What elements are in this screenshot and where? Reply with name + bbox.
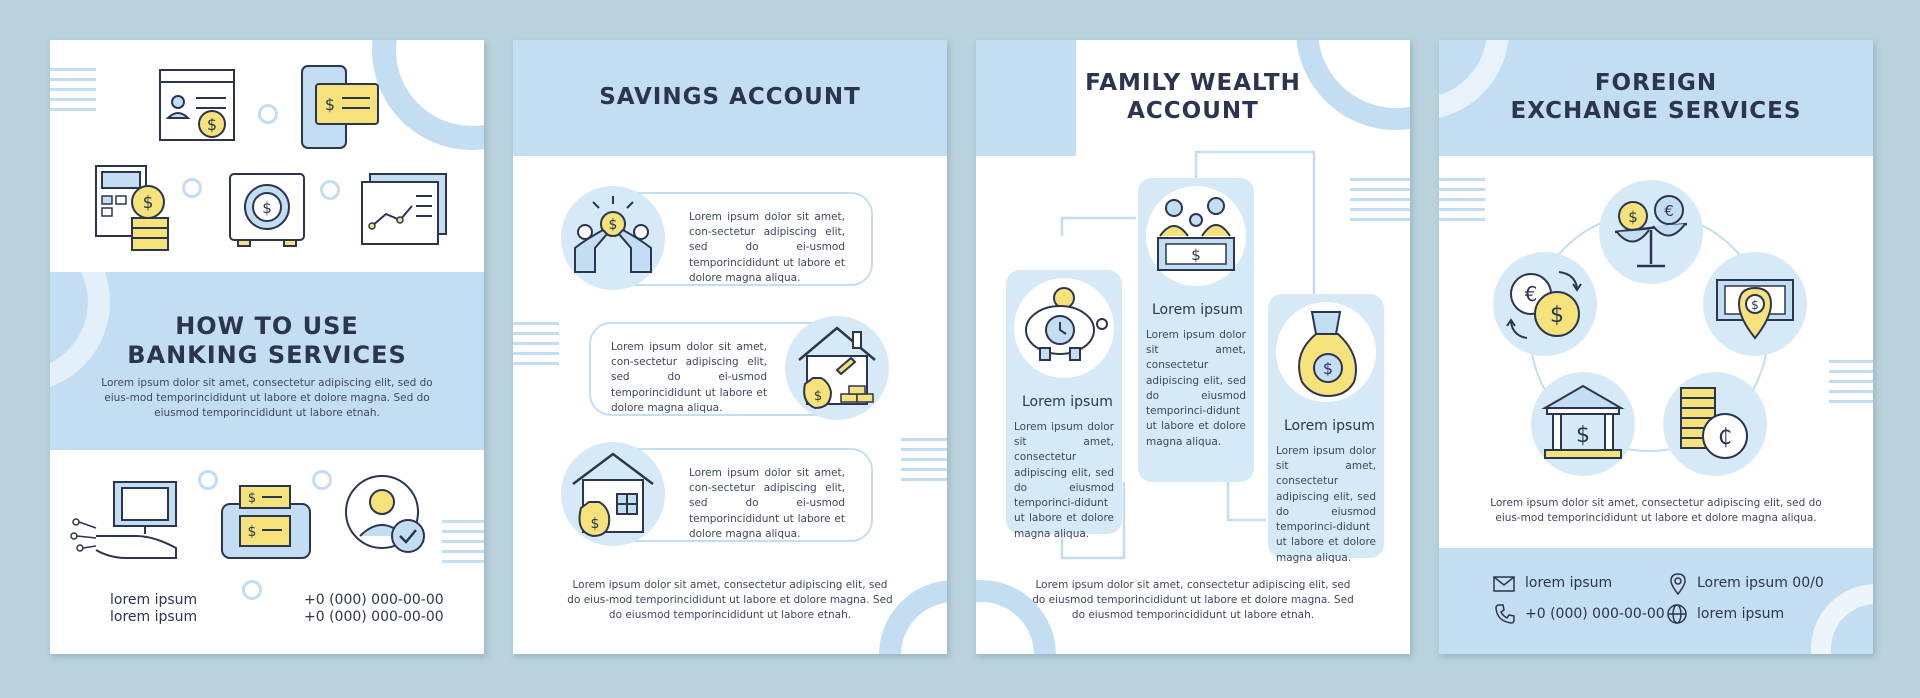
brochure-panel-family-wealth	[976, 40, 1410, 654]
address-text: Lorem ipsum 00/0	[1697, 575, 1824, 591]
svg-text:$: $	[608, 217, 618, 233]
pos-terminal-icon	[92, 162, 182, 254]
svg-text:$: $	[206, 115, 218, 134]
email-text: lorem ipsum	[1525, 575, 1613, 591]
svg-text:$: $	[1628, 208, 1638, 226]
decor-dot	[198, 470, 218, 490]
page-title	[1439, 70, 1873, 125]
house-savings-icon	[791, 322, 883, 414]
user-verified-icon	[342, 470, 438, 566]
svg-text:$: $	[142, 193, 154, 213]
hand-computer-icon	[66, 476, 186, 566]
piggy-bank-clock-icon	[1018, 284, 1110, 374]
brochure-panel-savings-account	[513, 40, 947, 654]
title-line: FOREIGN	[1594, 70, 1718, 96]
decor-dot	[312, 470, 332, 490]
item-text: Lorem ipsum dolor sit amet, con-sectetur adipiscing elit, sed do ei-usmod temporincididunt ut labore et dolore magna aliqua.	[611, 341, 767, 414]
svg-text:$: $	[1322, 359, 1334, 378]
svg-text:€: €	[1524, 282, 1538, 306]
location-pin-icon	[1669, 573, 1687, 595]
mail-icon	[1493, 576, 1515, 592]
column-text: Lorem ipsum dolor sit amet, consectetur adipiscing elit, sed do eiusmod temporinci-didunt ut labore et dolore magna aliqua.	[1014, 421, 1114, 540]
website-text: lorem ipsum	[1697, 606, 1785, 622]
decor-ring	[372, 40, 484, 150]
svg-text:$: $	[1576, 423, 1590, 448]
safe-vault-icon	[226, 170, 308, 250]
intro-text: Lorem ipsum dolor sit amet, consectetur adipiscing elit, sed do eius-mod temporincididunt ut labore et dolore magna. Sed do eiusmod temporincididunt ut labore etnah.	[101, 377, 433, 420]
svg-text:$: $	[262, 199, 272, 217]
brochure-panel-foreign-exchange	[1439, 40, 1873, 654]
svg-text:$: $	[1191, 246, 1201, 264]
title-line: BANKING SERVICES	[127, 340, 407, 369]
svg-text:$: $	[590, 516, 600, 532]
globe-icon	[1667, 604, 1687, 624]
decor-dot	[258, 104, 278, 124]
column-label: Lorem ipsum	[1152, 302, 1243, 318]
decor-stripes	[442, 520, 484, 570]
page-title: SAVINGS ACCOUNT	[599, 84, 861, 110]
footer-text: Lorem ipsum dolor sit amet, consectetur adipiscing elit, sed do eiusmod temporincididunt ut labore et dolore magna. Sed do eiusmod temporincididunt ut labore etnah.	[1032, 579, 1354, 622]
money-location-icon	[1709, 258, 1801, 350]
title-line: HOW TO USE	[175, 312, 359, 340]
svg-text:$: $	[1751, 298, 1759, 312]
title-line: ACCOUNT	[1127, 97, 1259, 124]
decor-stripes	[1350, 178, 1410, 228]
currency-scale-icon	[1605, 186, 1697, 278]
shared-money-icon	[569, 192, 657, 280]
decor-stripes	[901, 438, 947, 488]
money-bag-hand-icon	[1282, 306, 1372, 398]
phone-number: +0 (000) 000-00-00	[304, 592, 444, 608]
phone-card-icon	[298, 62, 388, 152]
contact-label: lorem ipsum	[110, 592, 198, 608]
brochure-panel-banking-services	[50, 40, 484, 654]
title-line: EXCHANGE SERVICES	[1510, 97, 1802, 124]
item-text: Lorem ipsum dolor sit amet, con-sectetur adipiscing elit, sed do ei-usmod temporincididunt ut labore et dolore magna aliqua.	[689, 211, 845, 284]
svg-text:$: $	[324, 95, 336, 114]
column-text: Lorem ipsum dolor sit amet, consectetur adipiscing elit, sed do eiusmod temporinci-didunt ut labore et dolore magna aliqua.	[1146, 329, 1246, 448]
svg-text:$: $	[813, 389, 823, 404]
svg-text:$: $	[247, 524, 257, 540]
bank-building-icon	[1537, 378, 1629, 470]
mobile-card-scan-icon	[220, 482, 312, 572]
page-title	[50, 312, 484, 370]
svg-text:€: €	[1664, 202, 1674, 220]
phone-icon	[1495, 604, 1515, 624]
svg-text:$: $	[1550, 303, 1564, 328]
decor-stripes	[50, 68, 96, 118]
decor-stripes	[1439, 178, 1485, 228]
column-label: Lorem ipsum	[1022, 394, 1113, 410]
item-text: Lorem ipsum dolor sit amet, con-sectetur adipiscing elit, sed do ei-usmod temporincididunt ut labore et dolore magna aliqua.	[689, 467, 845, 540]
svg-text:₵: ₵	[1718, 425, 1732, 450]
column-text: Lorem ipsum dolor sit amet, consectetur adipiscing elit, sed do eiusmod temporinci-didunt ut labore et dolore magna aliqua.	[1276, 445, 1376, 564]
column-label: Lorem ipsum	[1284, 418, 1375, 434]
home-money-bag-icon	[567, 448, 659, 540]
phone-number: +0 (000) 000-00-00	[1525, 606, 1665, 622]
decor-stripes	[1829, 360, 1873, 410]
decor-stripes	[513, 322, 559, 372]
decor-dot	[182, 178, 202, 198]
decor-dot	[242, 580, 262, 600]
svg-text:$: $	[247, 491, 257, 506]
intro-text: Lorem ipsum dolor sit amet, consectetur adipiscing elit, sed do eius-mod temporincididunt ut labore et dolore magna aliqua.	[1490, 497, 1822, 525]
contact-band	[1439, 548, 1873, 654]
id-card-money-icon	[158, 68, 238, 144]
currency-exchange-icon	[1499, 258, 1591, 350]
decor-dot	[320, 180, 340, 200]
footer-text: Lorem ipsum dolor sit amet, consectetur adipiscing elit, sed do eius-mod temporincididunt ut labore et dolore magna. Sed do eiusmod temporincididunt ut labore etnah.	[567, 579, 893, 622]
family-money-icon	[1150, 190, 1242, 282]
title-line: FAMILY WEALTH	[1085, 70, 1301, 96]
phone-number: +0 (000) 000-00-00	[304, 609, 444, 625]
contact-label: lorem ipsum	[110, 609, 198, 625]
coin-stack-icon	[1669, 378, 1761, 470]
dashboard-chart-icon	[358, 170, 450, 250]
